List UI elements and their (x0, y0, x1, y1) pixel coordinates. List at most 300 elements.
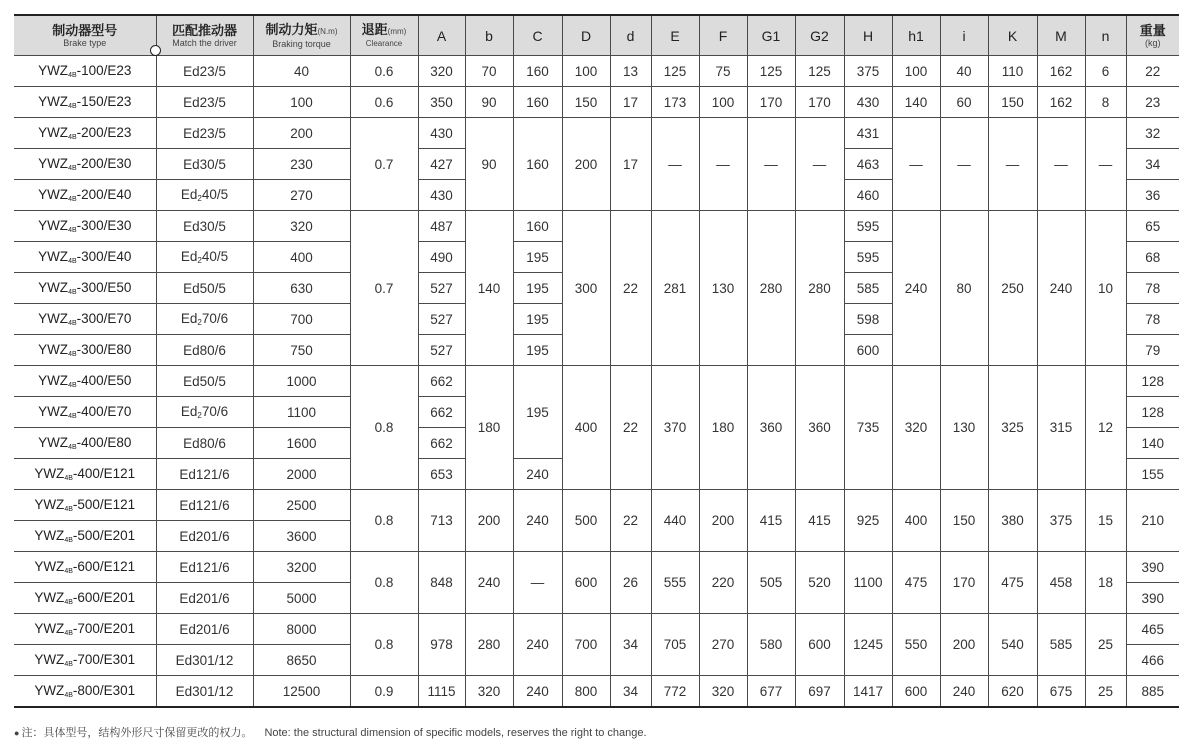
header-row (14, 15, 1179, 56)
model-prefix: YWZ (38, 404, 69, 419)
spec-table (14, 14, 1179, 708)
model-prefix: YWZ (38, 311, 69, 326)
i-cell: — (940, 118, 988, 211)
b-cell: 320 (465, 676, 513, 708)
driver-cell: Ed201/6 (156, 521, 253, 552)
M-cell: 458 (1037, 552, 1085, 614)
E-cell: 281 (651, 211, 699, 366)
model-suffix: -400/E70 (76, 404, 132, 419)
H-cell: 431 (844, 118, 892, 149)
C-cell: 160 (513, 118, 562, 211)
D-cell: 200 (562, 118, 610, 211)
C-cell: 240 (513, 490, 562, 552)
model-sub: 4B (68, 134, 77, 141)
model-sub: 4B (64, 661, 73, 668)
K-cell: 620 (988, 676, 1037, 708)
model-cell (14, 552, 156, 583)
F-cell: 75 (699, 56, 747, 87)
model-cell (14, 428, 156, 459)
F-cell: 220 (699, 552, 747, 614)
driver-cell: Ed23/5 (156, 118, 253, 149)
table-row (14, 56, 1179, 87)
n-cell: 25 (1085, 614, 1126, 676)
C-cell: 195 (513, 273, 562, 304)
H-cell: 460 (844, 180, 892, 211)
clearance-cell: 0.7 (350, 118, 418, 211)
header-dim-A: A (418, 15, 465, 56)
torque-cell: 230 (253, 149, 350, 180)
clearance-cell: 0.8 (350, 366, 418, 490)
model-cell (14, 335, 156, 366)
model-prefix: YWZ (38, 218, 69, 233)
d-cell: 34 (610, 676, 651, 708)
driver-cell: Ed30/5 (156, 149, 253, 180)
G1-cell: 580 (747, 614, 795, 676)
torque-cell: 5000 (253, 583, 350, 614)
A-cell: 662 (418, 428, 465, 459)
model-cell (14, 645, 156, 676)
model-prefix: YWZ (34, 590, 65, 605)
driver-cell: Ed121/6 (156, 552, 253, 583)
G1-cell: 505 (747, 552, 795, 614)
F-cell: 180 (699, 366, 747, 490)
driver-cell: Ed201/6 (156, 614, 253, 645)
A-cell: 430 (418, 180, 465, 211)
C-cell: 160 (513, 87, 562, 118)
weight-cell: 885 (1126, 676, 1179, 708)
M-cell: 162 (1037, 87, 1085, 118)
A-cell: 427 (418, 149, 465, 180)
torque-cell: 1100 (253, 397, 350, 428)
driver-sub: 2 (197, 256, 202, 265)
model-cell (14, 118, 156, 149)
H-cell: 1245 (844, 614, 892, 676)
b-cell: 200 (465, 490, 513, 552)
A-cell: 487 (418, 211, 465, 242)
driver-cell: Ed23/5 (156, 87, 253, 118)
C-cell: 195 (513, 335, 562, 366)
d-cell: 26 (610, 552, 651, 614)
H-cell: 585 (844, 273, 892, 304)
weight-cell: 390 (1126, 552, 1179, 583)
A-cell: 350 (418, 87, 465, 118)
torque-cell: 400 (253, 242, 350, 273)
d-cell: 17 (610, 118, 651, 211)
table-row (14, 118, 1179, 149)
model-sub: 4B (68, 196, 77, 203)
model-sub: 4B (68, 103, 77, 110)
F-cell: 130 (699, 211, 747, 366)
torque-cell: 1000 (253, 366, 350, 397)
K-cell: — (988, 118, 1037, 211)
E-cell: 555 (651, 552, 699, 614)
D-cell: 800 (562, 676, 610, 708)
h1-cell: 320 (892, 366, 940, 490)
model-suffix: -500/E121 (72, 497, 136, 512)
model-sub: 4B (64, 475, 73, 482)
model-sub: 4B (68, 320, 77, 327)
E-cell: 440 (651, 490, 699, 552)
weight-cell: 78 (1126, 304, 1179, 335)
b-cell: 70 (465, 56, 513, 87)
model-prefix: YWZ (34, 621, 65, 636)
header-dim-C: C (513, 15, 562, 56)
H-cell: 430 (844, 87, 892, 118)
model-sub: 4B (64, 599, 73, 606)
model-suffix: -100/E23 (76, 63, 132, 78)
model-sub: 4B (68, 444, 77, 451)
driver-cell (156, 304, 253, 335)
D-cell: 100 (562, 56, 610, 87)
K-cell: 250 (988, 211, 1037, 366)
model-suffix: -200/E40 (76, 187, 132, 202)
b-cell: 140 (465, 211, 513, 366)
model-suffix: -200/E30 (76, 156, 132, 171)
header-brake-type: 制动器型号 Brake type (14, 15, 156, 56)
h1-cell: 400 (892, 490, 940, 552)
K-cell: 540 (988, 614, 1037, 676)
model-prefix: YWZ (34, 559, 65, 574)
F-cell: 200 (699, 490, 747, 552)
driver-post: 70/6 (201, 311, 229, 326)
model-sub: 4B (64, 568, 73, 575)
n-cell: — (1085, 118, 1126, 211)
n-cell: 10 (1085, 211, 1126, 366)
E-cell: 370 (651, 366, 699, 490)
model-cell (14, 180, 156, 211)
model-prefix: YWZ (34, 683, 65, 698)
driver-cell: Ed121/6 (156, 459, 253, 490)
i-cell: 80 (940, 211, 988, 366)
model-prefix: YWZ (34, 528, 65, 543)
model-suffix: -400/E80 (76, 435, 132, 450)
n-cell: 6 (1085, 56, 1126, 87)
driver-sub: 2 (197, 194, 202, 203)
A-cell: 430 (418, 118, 465, 149)
C-cell: — (513, 552, 562, 614)
header-dim-G2: G2 (795, 15, 844, 56)
A-cell: 653 (418, 459, 465, 490)
weight-cell: 466 (1126, 645, 1179, 676)
model-suffix: -600/E201 (72, 590, 136, 605)
A-cell: 320 (418, 56, 465, 87)
torque-cell: 700 (253, 304, 350, 335)
H-cell: 1417 (844, 676, 892, 708)
G1-cell: 360 (747, 366, 795, 490)
b-cell: 240 (465, 552, 513, 614)
G2-cell: — (795, 118, 844, 211)
weight-cell: 78 (1126, 273, 1179, 304)
driver-cell: Ed301/12 (156, 645, 253, 676)
driver-post: 40/5 (201, 187, 229, 202)
model-cell (14, 149, 156, 180)
G1-cell: 125 (747, 56, 795, 87)
A-cell: 662 (418, 366, 465, 397)
model-sub: 4B (68, 413, 77, 420)
A-cell: 527 (418, 304, 465, 335)
header-dim-i: i (940, 15, 988, 56)
H-cell: 735 (844, 366, 892, 490)
header-dim-H: H (844, 15, 892, 56)
model-suffix: -400/E121 (72, 466, 136, 481)
torque-cell: 2500 (253, 490, 350, 521)
torque-cell: 40 (253, 56, 350, 87)
table-body (14, 56, 1179, 708)
H-cell: 595 (844, 242, 892, 273)
driver-cell: Ed80/6 (156, 428, 253, 459)
driver-cell: Ed30/5 (156, 211, 253, 242)
K-cell: 110 (988, 56, 1037, 87)
i-cell: 240 (940, 676, 988, 708)
header-dim-F: F (699, 15, 747, 56)
torque-cell: 100 (253, 87, 350, 118)
model-cell (14, 521, 156, 552)
model-cell (14, 211, 156, 242)
weight-cell: 34 (1126, 149, 1179, 180)
header-dim-d: d (610, 15, 651, 56)
model-cell (14, 583, 156, 614)
header-dim-M: M (1037, 15, 1085, 56)
G2-cell: 360 (795, 366, 844, 490)
header-dim-K: K (988, 15, 1037, 56)
D-cell: 300 (562, 211, 610, 366)
M-cell: 240 (1037, 211, 1085, 366)
D-cell: 600 (562, 552, 610, 614)
C-cell: 195 (513, 242, 562, 273)
torque-cell: 3600 (253, 521, 350, 552)
model-suffix: -300/E50 (76, 280, 132, 295)
C-cell: 160 (513, 56, 562, 87)
D-cell: 150 (562, 87, 610, 118)
table-row (14, 366, 1179, 397)
C-cell: 195 (513, 304, 562, 335)
E-cell: 772 (651, 676, 699, 708)
model-cell (14, 459, 156, 490)
weight-cell: 32 (1126, 118, 1179, 149)
h1-cell: 240 (892, 211, 940, 366)
model-prefix: YWZ (38, 342, 69, 357)
model-suffix: -600/E121 (72, 559, 136, 574)
h1-cell: — (892, 118, 940, 211)
weight-cell: 390 (1126, 583, 1179, 614)
i-cell: 150 (940, 490, 988, 552)
table-row (14, 614, 1179, 645)
i-cell: 170 (940, 552, 988, 614)
A-cell: 527 (418, 273, 465, 304)
model-sub: 4B (68, 72, 77, 79)
footnote-cn: 注：具体型号，结构外形尺寸保留更改的权力。 (21, 727, 253, 739)
M-cell: 315 (1037, 366, 1085, 490)
table-row (14, 87, 1179, 118)
driver-pre: Ed (180, 404, 198, 419)
G1-cell: 415 (747, 490, 795, 552)
clearance-cell: 0.8 (350, 490, 418, 552)
model-cell (14, 87, 156, 118)
driver-sub: 2 (197, 318, 202, 327)
F-cell: — (699, 118, 747, 211)
C-cell: 240 (513, 459, 562, 490)
model-sub: 4B (68, 351, 77, 358)
weight-cell: 36 (1126, 180, 1179, 211)
d-cell: 22 (610, 211, 651, 366)
clearance-cell: 0.6 (350, 87, 418, 118)
torque-cell: 200 (253, 118, 350, 149)
driver-cell: Ed50/5 (156, 366, 253, 397)
model-cell (14, 273, 156, 304)
model-suffix: -300/E30 (76, 218, 132, 233)
model-suffix: -300/E40 (76, 249, 132, 264)
M-cell: — (1037, 118, 1085, 211)
F-cell: 270 (699, 614, 747, 676)
driver-cell: Ed23/5 (156, 56, 253, 87)
M-cell: 585 (1037, 614, 1085, 676)
D-cell: 400 (562, 366, 610, 490)
torque-cell: 3200 (253, 552, 350, 583)
weight-cell: 22 (1126, 56, 1179, 87)
A-cell: 662 (418, 397, 465, 428)
model-prefix: YWZ (38, 435, 69, 450)
i-cell: 40 (940, 56, 988, 87)
clearance-cell: 0.7 (350, 211, 418, 366)
torque-cell: 320 (253, 211, 350, 242)
model-prefix: YWZ (38, 187, 69, 202)
H-cell: 925 (844, 490, 892, 552)
model-cell (14, 366, 156, 397)
driver-pre: Ed (180, 249, 198, 264)
torque-cell: 12500 (253, 676, 350, 708)
E-cell: 705 (651, 614, 699, 676)
h1-cell: 100 (892, 56, 940, 87)
model-prefix: YWZ (38, 373, 69, 388)
h1-cell: 140 (892, 87, 940, 118)
n-cell: 25 (1085, 676, 1126, 708)
model-sub: 4B (64, 506, 73, 513)
A-cell: 848 (418, 552, 465, 614)
footnote-en: Note: the structural dimension of specific models, reserves the right to change. (264, 727, 647, 739)
model-sub: 4B (64, 692, 73, 699)
weight-cell: 210 (1126, 490, 1179, 552)
driver-cell: Ed50/5 (156, 273, 253, 304)
driver-cell (156, 180, 253, 211)
model-cell (14, 304, 156, 335)
driver-cell: Ed301/12 (156, 676, 253, 708)
model-sub: 4B (68, 258, 77, 265)
D-cell: 500 (562, 490, 610, 552)
K-cell: 380 (988, 490, 1037, 552)
torque-cell: 630 (253, 273, 350, 304)
M-cell: 375 (1037, 490, 1085, 552)
b-cell: 90 (465, 118, 513, 211)
A-cell: 713 (418, 490, 465, 552)
h1-cell: 475 (892, 552, 940, 614)
A-cell: 1115 (418, 676, 465, 708)
model-prefix: YWZ (38, 63, 69, 78)
table-row (14, 676, 1179, 708)
G1-cell: 280 (747, 211, 795, 366)
model-prefix: YWZ (34, 466, 65, 481)
i-cell: 200 (940, 614, 988, 676)
model-prefix: YWZ (34, 652, 65, 667)
header-clearance: 退距(mm) Clearance (350, 15, 418, 56)
torque-cell: 750 (253, 335, 350, 366)
driver-cell: Ed121/6 (156, 490, 253, 521)
n-cell: 18 (1085, 552, 1126, 614)
torque-cell: 8650 (253, 645, 350, 676)
H-cell: 595 (844, 211, 892, 242)
header-driver: 匹配推动器 Match the driver (156, 15, 253, 56)
driver-pre: Ed (180, 311, 198, 326)
model-sub: 4B (64, 537, 73, 544)
bullet-icon: ● (14, 728, 20, 738)
M-cell: 675 (1037, 676, 1085, 708)
table-row (14, 552, 1179, 583)
d-cell: 22 (610, 490, 651, 552)
model-prefix: YWZ (38, 249, 69, 264)
table-row (14, 211, 1179, 242)
model-suffix: -300/E80 (76, 342, 132, 357)
weight-cell: 79 (1126, 335, 1179, 366)
D-cell: 700 (562, 614, 610, 676)
E-cell: 173 (651, 87, 699, 118)
driver-sub: 2 (197, 411, 202, 420)
K-cell: 150 (988, 87, 1037, 118)
A-cell: 978 (418, 614, 465, 676)
table-row (14, 490, 1179, 521)
i-cell: 130 (940, 366, 988, 490)
G2-cell: 600 (795, 614, 844, 676)
n-cell: 15 (1085, 490, 1126, 552)
weight-cell: 65 (1126, 211, 1179, 242)
G2-cell: 697 (795, 676, 844, 708)
torque-cell: 1600 (253, 428, 350, 459)
G2-cell: 125 (795, 56, 844, 87)
model-prefix: YWZ (34, 497, 65, 512)
H-cell: 600 (844, 335, 892, 366)
model-sub: 4B (64, 630, 73, 637)
model-suffix: -200/E23 (76, 125, 132, 140)
driver-cell (156, 242, 253, 273)
C-cell: 240 (513, 676, 562, 708)
A-cell: 490 (418, 242, 465, 273)
weight-cell: 128 (1126, 397, 1179, 428)
F-cell: 100 (699, 87, 747, 118)
C-cell: 160 (513, 211, 562, 242)
torque-cell: 8000 (253, 614, 350, 645)
H-cell: 1100 (844, 552, 892, 614)
M-cell: 162 (1037, 56, 1085, 87)
h1-cell: 550 (892, 614, 940, 676)
model-suffix: -800/E301 (72, 683, 136, 698)
header-torque: 制动力矩(N.m) Braking torque (253, 15, 350, 56)
model-suffix: -150/E23 (76, 94, 132, 109)
weight-cell: 128 (1126, 366, 1179, 397)
d-cell: 34 (610, 614, 651, 676)
header-dim-G1: G1 (747, 15, 795, 56)
torque-cell: 270 (253, 180, 350, 211)
d-cell: 17 (610, 87, 651, 118)
header-dim-D: D (562, 15, 610, 56)
A-cell: 527 (418, 335, 465, 366)
model-cell (14, 676, 156, 708)
driver-cell: Ed201/6 (156, 583, 253, 614)
weight-cell: 155 (1126, 459, 1179, 490)
model-suffix: -400/E50 (76, 373, 132, 388)
C-cell: 195 (513, 366, 562, 459)
b-cell: 90 (465, 87, 513, 118)
K-cell: 325 (988, 366, 1037, 490)
clearance-cell: 0.8 (350, 614, 418, 676)
driver-cell (156, 397, 253, 428)
